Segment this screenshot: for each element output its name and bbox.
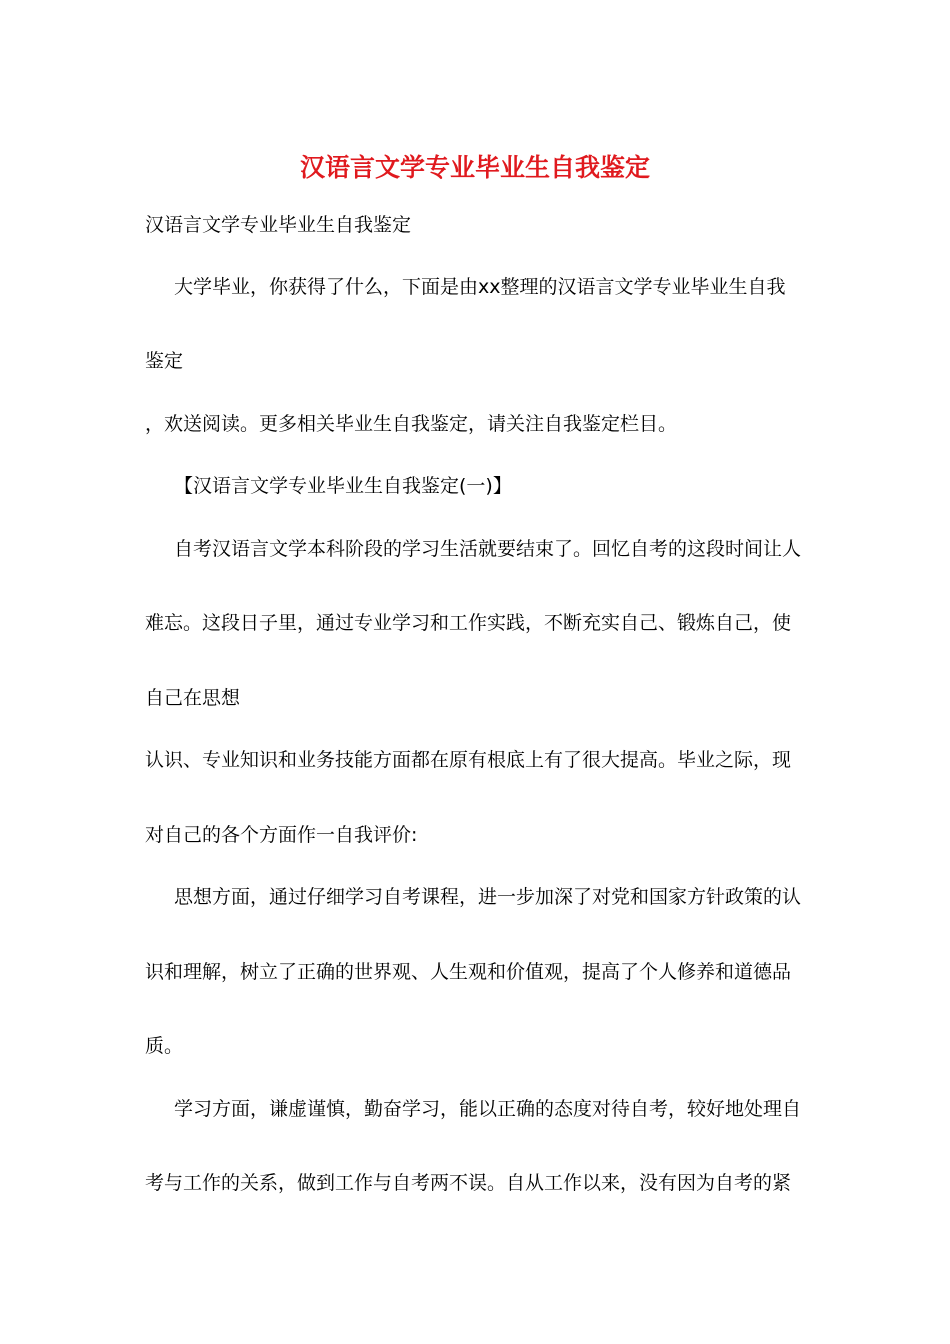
section-heading: 【汉语言文学专业毕业生自我鉴定(一)】 (174, 475, 512, 497)
document-title: 汉语言文学专业毕业生自我鉴定 (299, 153, 650, 182)
paragraph-2-line-3: 质。 (145, 1035, 184, 1057)
paragraph-1-line-4: 认识、专业知识和业务技能方面都在原有根底上有了很大提高。毕业之际，现 (145, 749, 792, 771)
paragraph-3-line-1: 学习方面，谦虚谨慎，勤奋学习，能以正确的态度对待自考，较好地处理自 (174, 1098, 802, 1120)
paragraph-1-line-3: 自己在思想 (145, 687, 241, 709)
intro-line-3: ，欢送阅读。更多相关毕业生自我鉴定，请关注自我鉴定栏目。 (145, 413, 678, 435)
subtitle-line: 汉语言文学专业毕业生自我鉴定 (145, 214, 412, 236)
paragraph-1-line-5: 对自己的各个方面作一自我评价: (145, 824, 418, 846)
paragraph-2-line-2: 识和理解，树立了正确的世界观、人生观和价值观，提高了个人修养和道德品 (145, 961, 792, 983)
paragraph-1-line-2: 难忘。这段日子里，通过专业学习和工作实践，不断充实自己、锻炼自己，使 (145, 612, 792, 634)
paragraph-3-line-2: 考与工作的关系，做到工作与自考两不误。自从工作以来，没有因为自考的紧 (145, 1172, 792, 1194)
intro-line-2: 鉴定 (145, 350, 184, 372)
paragraph-2-line-1: 思想方面，通过仔细学习自考课程，进一步加深了对党和国家方针政策的认 (174, 886, 802, 908)
paragraph-1-line-1: 自考汉语言文学本科阶段的学习生活就要结束了。回忆自考的这段时间让人 (174, 538, 802, 560)
intro-line-1: 大学毕业，你获得了什么，下面是由xx整理的汉语言文学专业毕业生自我 (174, 276, 786, 298)
